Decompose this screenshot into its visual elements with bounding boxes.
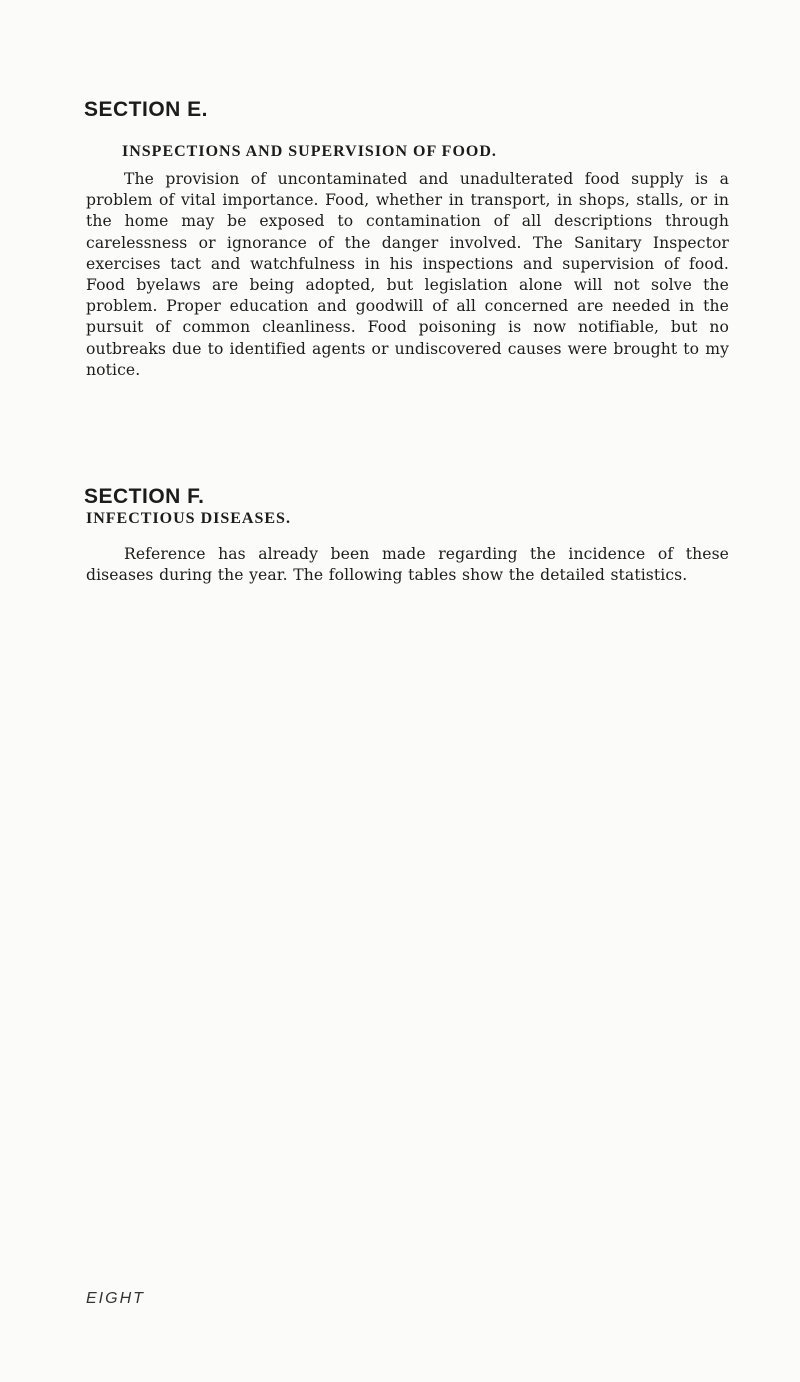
section-e-subheading: INSPECTIONS AND SUPERVISION OF FOOD. [122, 143, 497, 160]
section-e-heading: SECTION E. [84, 98, 209, 121]
page-number-label: EIGHT [86, 1290, 145, 1307]
section-e-paragraph: The provision of uncontaminated and unadulterated food supply is a problem of vital importance. Food, whether in transport, in shops, stalls, or in the home may be exposed to contamination of all descriptions through carelessness or ignorance of the danger involved. The Sanitary Inspector exercises tact and watchfulness in his inspections and supervision of food. Food byelaws are being adopted, but legislation alone will not solve the problem. Proper education and goodwill of all concerned are needed in the pursuit of common cleanliness. Food poisoning is now notifiable, but no outbreaks due to identified agents or undiscovered causes were brought to my notice. [86, 170, 729, 379]
section-f-paragraph: Reference has already been made regarding the incidence of these diseases during the year. The following tables show the detailed statistics. [86, 545, 729, 585]
section-f-subheading: INFECTIOUS DISEASES. [86, 510, 291, 527]
section-f-heading: SECTION F. [84, 485, 205, 508]
